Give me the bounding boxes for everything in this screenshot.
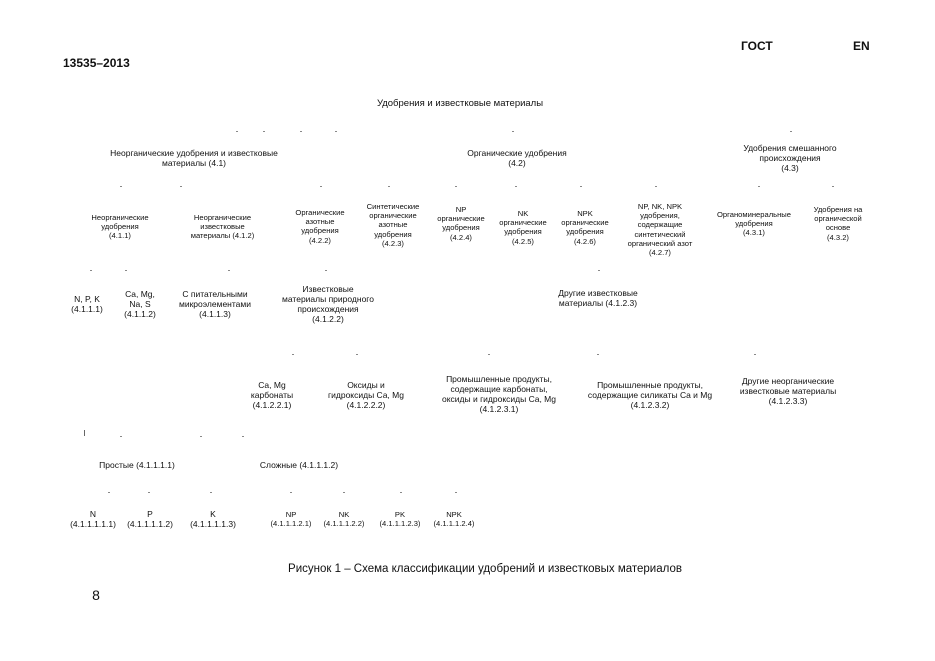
node-p: P (4.1.1.1.1.2) [127,509,173,529]
node-4-2-6: NPK органические удобрения (4.2.6) [561,209,609,246]
node-4-2-7: NP, NK, NPK удобрения, содержащие синтетический органический азот (4.2.7) [627,202,693,258]
node-4-2-2: Органические азотные удобрения (4.2.2) [295,208,345,245]
node-mixed: Удобрения смешанного происхождения (4.3) [743,143,837,173]
document-number: 13535–2013 [63,56,130,70]
node-organic: Органические удобрения (4.2) [467,148,567,168]
diagram-root: Удобрения и известковые материалы [376,98,544,109]
node-4-1-1-1: N, P, K (4.1.1.1) [71,294,103,314]
node-simple: Простые (4.1.1.1.1) [99,460,175,470]
node-inorganic: Неорганические удобрения и известковые материалы (4.1) [110,148,278,168]
node-4-1-2-2-1: Ca, Mg карбонаты (4.1.2.2.1) [250,380,294,410]
node-4-1-1: Неорганические удобрения (4.1.1) [91,213,149,241]
node-4-3-2: Удобрения на органической основе (4.3.2) [813,205,863,242]
node-pk: PK (4.1.1.1.2.3) [379,510,421,529]
figure-caption: Рисунок 1 – Схема классификации удобрений и известковых материалов [288,563,682,575]
node-4-1-2-2-2: Оксиды и гидроксиды Ca, Mg (4.1.2.2.2) [328,380,404,410]
page-number: 8 [92,587,100,603]
node-4-1-2-3: Другие известковые материалы (4.1.2.3) [558,288,638,308]
node-4-1-2-3-2: Промышленные продукты, содержащие силикаты Ca и Mg (4.1.2.3.2) [587,380,713,410]
node-4-1-2-3-3: Другие неорганические известковые материалы (4.1.2.3.3) [739,376,837,406]
node-np: NP (4.1.1.1.2.1) [270,510,312,529]
node-4-2-3: Синтетические органические азотные удобрения (4.2.3) [366,202,420,248]
en-label: EN [853,39,870,53]
node-4-1-1-3: С питательными микроэлементами (4.1.1.3) [179,289,251,319]
node-npk: NPK (4.1.1.1.2.4) [433,510,475,529]
node-nk: NK (4.1.1.1.2.2) [323,510,365,529]
node-4-1-2-3-1: Промышленные продукты, содержащие карбонаты, оксиды и гидроксиды Ca, Mg (4.1.2.3.1) [442,374,556,414]
node-4-2-5: NK органические удобрения (4.2.5) [499,209,547,246]
node-n: N (4.1.1.1.1.1) [70,509,116,529]
node-4-1-2-2: Известковые материалы природного происхождения (4.1.2.2) [282,284,374,324]
node-4-2-4: NP органические удобрения (4.2.4) [437,205,485,242]
node-complex: Сложные (4.1.1.1.2) [259,460,339,470]
node-4-1-1-2: Ca, Mg, Na, S (4.1.1.2) [124,289,156,319]
node-4-3-1: Органоминеральные удобрения (4.3.1) [717,210,791,238]
node-k: K (4.1.1.1.1.3) [190,509,236,529]
gost-label: ГОСТ [741,39,773,53]
node-4-1-2: Неорганические известковые материалы (4.1.2) [190,213,255,241]
